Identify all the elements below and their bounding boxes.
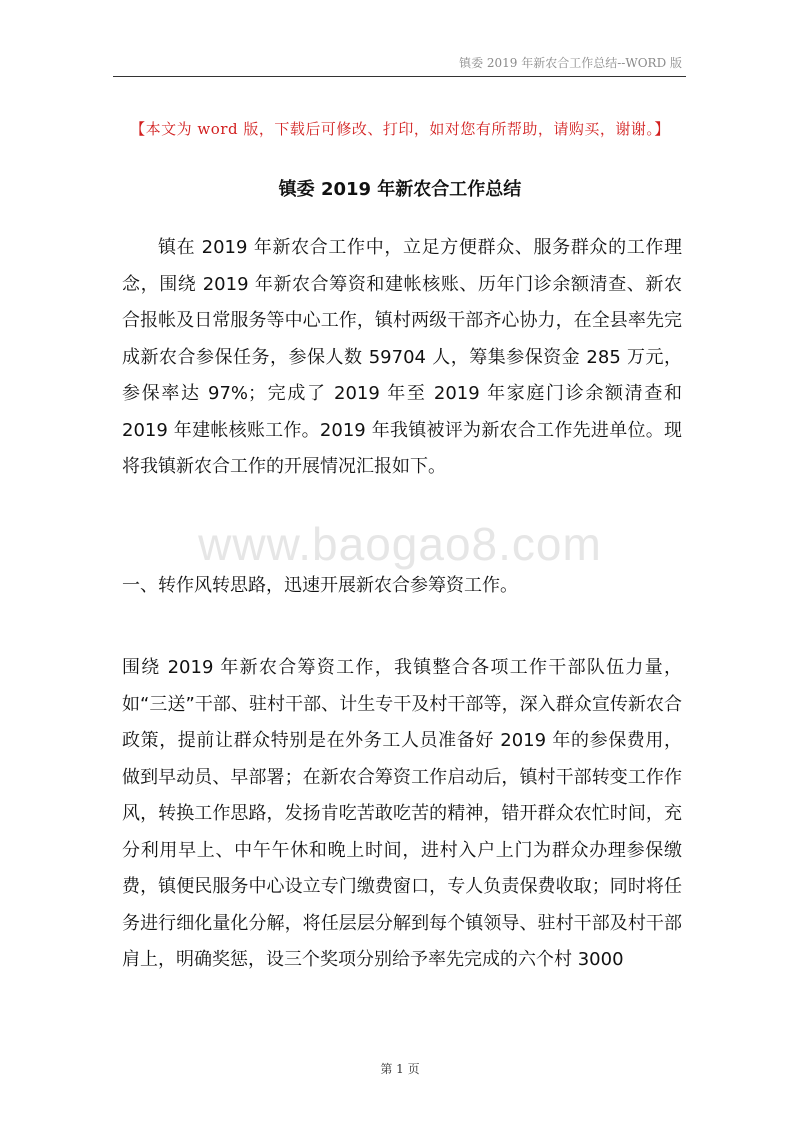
page-number: 第 1 页 bbox=[380, 1062, 420, 1076]
paragraph-intro: 镇在 2019 年新农合工作中，立足方便群众、服务群众的工作理念，围绕 2019 年新农合筹资和建帐核账、历年门诊余额清查、新农合报帐及日常服务等中心工作，镇村两级干部齐心协力，在全县率先完成新农合参保任务，参保人数 59704 人，筹集参保资金 285 万元，参保率达 97%；完成了 2019 年至 2019 年家庭门诊余额清查和 2019 年建帐核账工作。2019 年我镇被评为新农合工作先进单位。现将我镇新农合工作的开展情况汇报如下。 bbox=[122, 237, 682, 477]
paragraph-section-1: 围绕 2019 年新农合筹资工作，我镇整合各项工作干部队伍力量，如“三送”干部、驻村干部、计生专干及村干部等，深入群众宣传新农合政策，提前让群众特别是在外务工人员准备好 2019 年的参保费用，做到早动员、早部署；在新农合筹资工作启动后，镇村干部转变工作作风，转换工作思路，发扬肯吃苦敢吃苦的精神，错开群众农忙时间，充分利用早上、中午午休和晚上时间，进村入户上门为群众办理参保缴费，镇便民服务中心设立专门缴费窗口，专人负责保费收取；同时将任务进行细化量化分解，将任层层分解到每个镇领导、驻村干部及村干部肩上，明确奖惩，设三个奖项分别给予率先完成的六个村 3000 bbox=[122, 657, 682, 970]
document-title: 镇委 2019 年新农合工作总结 bbox=[278, 179, 522, 200]
running-header: 镇委 2019 年新农合工作总结--WORD 版 bbox=[459, 56, 682, 70]
download-notice: 【本文为 word 版，下载后可修改、打印，如对您有所帮助，请购买，谢谢。】 bbox=[130, 120, 670, 138]
section-heading-1: 一、转作风转思路，迅速开展新农合参筹资工作。 bbox=[122, 575, 518, 596]
watermark: www.baogao8.com bbox=[198, 518, 602, 570]
header-divider bbox=[113, 76, 686, 77]
